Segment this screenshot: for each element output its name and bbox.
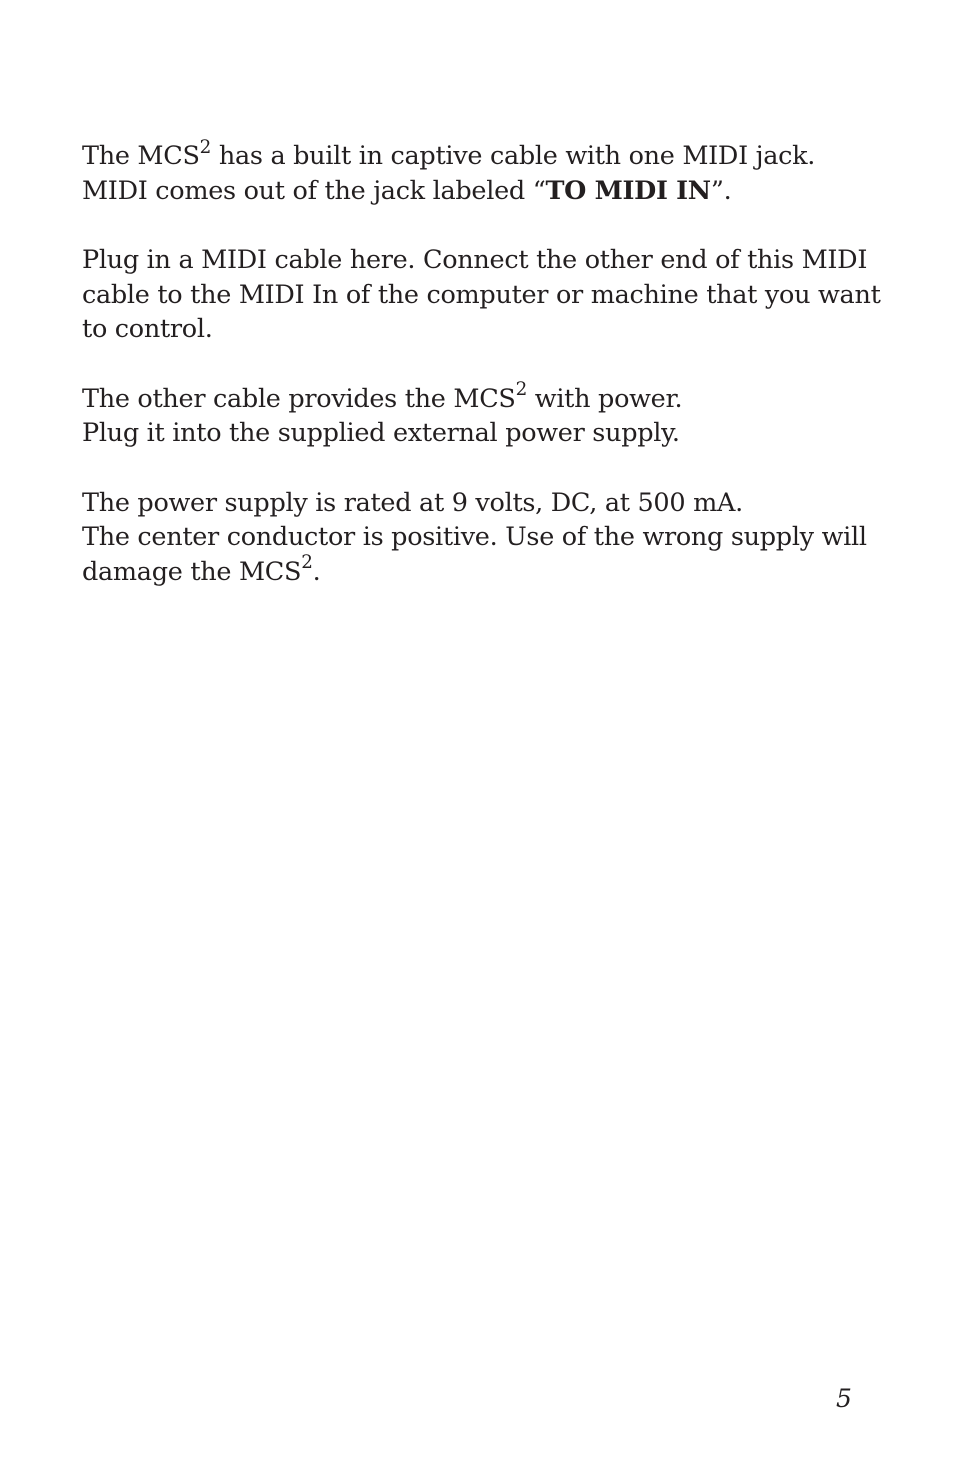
text-line: Plug in a MIDI cable here. Connect the other end of this MIDI <box>82 245 868 275</box>
text-line: MIDI comes out of the jack labeled “TO MIDI IN”. <box>82 175 732 206</box>
text-line: The MCS$^2$ has a built in captive cable with one MIDI jack. <box>82 136 816 171</box>
text-line: Plug it into the supplied external power supply. <box>82 418 680 448</box>
page-body <box>82 136 881 624</box>
paragraph-power-supply <box>82 486 872 590</box>
paragraph-power-cable <box>82 379 872 451</box>
text-line: damage the MCS$^2$. <box>82 552 321 587</box>
text-line: The other cable provides the MCS$^2$ with power. <box>82 379 683 414</box>
paragraph-midi-jack <box>82 136 872 208</box>
superscript: 2 <box>301 552 313 574</box>
text-line: The power supply is rated at 9 volts, DC, at 500 mA. <box>82 487 743 518</box>
page-number: 5 <box>836 1384 852 1413</box>
text-line: The center conductor is positive. Use of the wrong supply will <box>82 522 867 552</box>
text-line: to control. <box>82 314 213 344</box>
paragraph-midi-cable <box>82 243 881 347</box>
superscript: 2 <box>515 379 527 401</box>
superscript: 2 <box>199 136 212 158</box>
text-line: cable to the MIDI In of the computer or machine that you want <box>82 279 881 310</box>
jack-label: TO MIDI IN <box>545 175 711 206</box>
